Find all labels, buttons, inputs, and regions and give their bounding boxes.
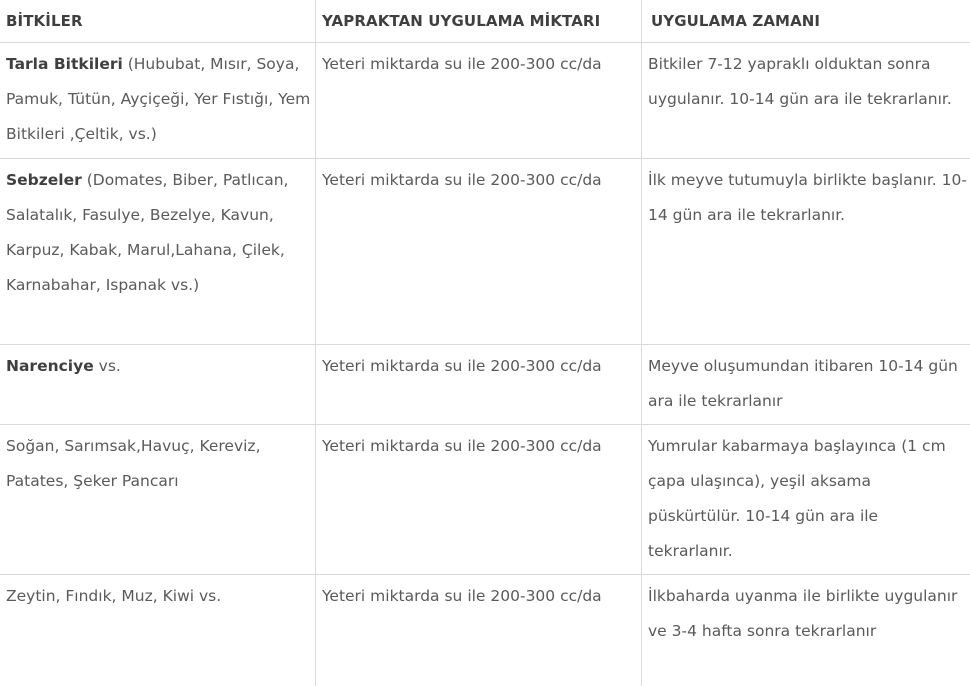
plant-list: Zeytin, Fındık, Muz, Kiwi vs. bbox=[6, 587, 222, 605]
header-application-amount: YAPRAKTAN UYGULAMA MİKTARI bbox=[316, 0, 642, 43]
table-row bbox=[0, 159, 970, 345]
table-row bbox=[0, 43, 970, 159]
plant-list: Soğan, Sarımsak,Havuç, Kereviz, Patates, Şeker Pancarı bbox=[6, 437, 261, 490]
plant-cell bbox=[0, 575, 316, 686]
table-row bbox=[0, 345, 970, 425]
plant-cell bbox=[0, 345, 316, 425]
table-header-row bbox=[0, 0, 970, 43]
plant-list: (Hububat, Mısır, Soya, Pamuk, Tütün, Ayçiçeği, Yer Fıstığı, Yem Bitkileri ,Çeltik, vs.) bbox=[6, 55, 311, 143]
plant-group-name: Sebzeler bbox=[6, 171, 82, 189]
plant-cell bbox=[0, 43, 316, 159]
plant-cell bbox=[0, 425, 316, 575]
header-application-time: UYGULAMA ZAMANI bbox=[642, 0, 970, 43]
timing-cell: İlk meyve tutumuyla birlikte başlanır. 10-14 gün ara ile tekrarlanır. bbox=[642, 159, 970, 345]
plant-list: vs. bbox=[93, 357, 121, 375]
plant-group-name: Tarla Bitkileri bbox=[6, 55, 123, 73]
amount-cell: Yeteri miktarda su ile 200-300 cc/da bbox=[316, 575, 642, 686]
header-plants: BİTKİLER bbox=[0, 0, 316, 43]
timing-cell: İlkbaharda uyanma ile birlikte uygulanır ve 3-4 hafta sonra tekrarlanır bbox=[642, 575, 970, 686]
timing-cell: Yumrular kabarmaya başlayınca (1 cm çapa ulaşınca), yeşil aksama püskürtülür. 10-14 gün ara ile tekrarlanır. bbox=[642, 425, 970, 575]
table-row bbox=[0, 575, 970, 686]
plant-group-name: Narenciye bbox=[6, 357, 94, 375]
table-row bbox=[0, 425, 970, 575]
timing-cell: Meyve oluşumundan itibaren 10-14 gün ara ile tekrarlanır bbox=[642, 345, 970, 425]
amount-cell: Yeteri miktarda su ile 200-300 cc/da bbox=[316, 425, 642, 575]
amount-cell: Yeteri miktarda su ile 200-300 cc/da bbox=[316, 43, 642, 159]
plant-list: (Domates, Biber, Patlıcan, Salatalık, Fasulye, Bezelye, Kavun, Karpuz, Kabak, Marul,Lahana, Çilek, Karnabahar, Ispanak vs.) bbox=[6, 171, 289, 294]
plant-cell bbox=[0, 159, 316, 345]
amount-cell: Yeteri miktarda su ile 200-300 cc/da bbox=[316, 159, 642, 345]
amount-cell: Yeteri miktarda su ile 200-300 cc/da bbox=[316, 345, 642, 425]
timing-cell: Bitkiler 7-12 yapraklı olduktan sonra uygulanır. 10-14 gün ara ile tekrarlanır. bbox=[642, 43, 970, 159]
